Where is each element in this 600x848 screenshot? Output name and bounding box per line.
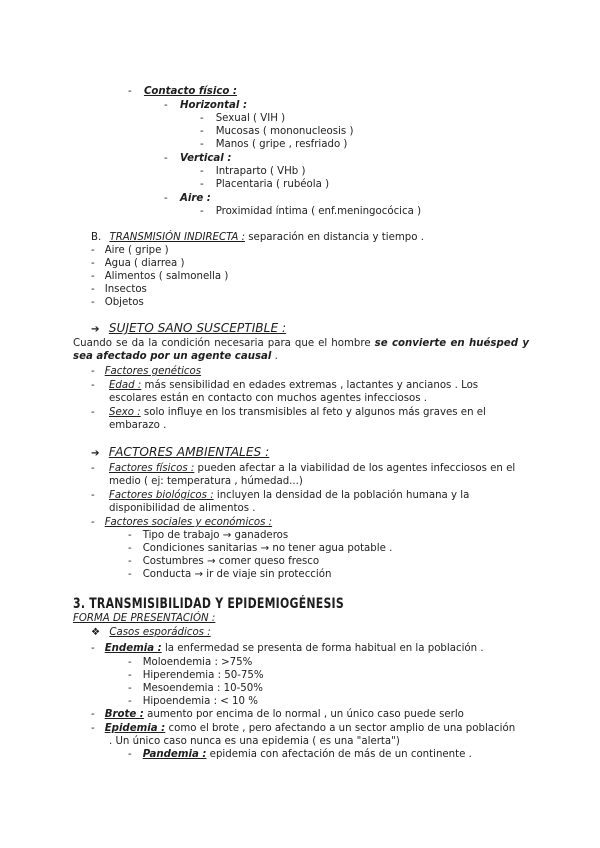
list-item: - Intraparto ( VHb ) [200,166,306,177]
contacto-item [128,85,237,98]
sujeto-title: SUJETO SANO SUSCEPTIBLE : [108,321,287,335]
list-item: - Agua ( diarrea ) [91,258,185,269]
section-heading: 3. TRANSMISIBILIDAD Y EPIDEMIOGÉNESIS [73,596,344,612]
list-item: - Factores genéticos [91,366,202,377]
list-item: - Costumbres → comer queso fresco [128,556,320,567]
geneticos-label: Factores genéticos [104,366,202,377]
sexo-text: Sexo : solo influye en los transmisibles al feto y algunos más graves en el embarazo . [109,407,486,432]
list-item: - Conducta → ir de viaje sin protección [128,569,332,580]
aire-item: - Aire : [164,193,211,204]
endemia-item: - Endemia : la enfermedad se presenta de forma habitual en la población . [91,643,484,654]
list-item: - Objetos [91,297,144,308]
list-item: - Hipoendemia : < 10 % [128,696,258,707]
horizontal-item [164,99,247,112]
bullet-dash: - [164,100,168,111]
diamond-bullet-icon: ❖ [91,627,101,638]
list-item: - Proximidad íntima ( enf.meningocócica ) [200,206,422,217]
list-item: - Tipo de trabajo → ganaderos [128,530,289,541]
brote-item: - Brote : aumento por encima de lo normal , un único caso puede serlo [91,709,464,720]
aire-label: Aire : [179,193,211,204]
ambientales-heading [91,444,269,462]
indirecta-title: TRANSMISIÓN INDIRECTA : [109,232,246,243]
horizontal-label: Horizontal : [179,100,248,111]
epidemia-item: - Epidemia : como el brote , pero afectando a un sector amplio de una población [91,723,516,734]
indirecta-desc: separación en distancia y tiempo . [245,232,424,243]
list-item: - [91,463,95,474]
list-item: - Aire ( gripe ) [91,245,169,256]
list-item: - Moloendemia : >75% [128,657,253,668]
biologicos-text: Factores biológicos : incluyen la densidad de la población humana y la disponibilidad de alimentos . [109,490,470,515]
list-item: - [91,407,95,418]
vertical-item: - Vertical : [164,153,232,164]
vertical-label: Vertical : [179,153,232,164]
contacto-label: Contacto físico : [143,86,238,97]
sujeto-heading [91,320,286,338]
ambientales-title: FACTORES AMBIENTALES : [108,445,270,459]
list-item: - Hiperendemia : 50-75% [128,670,264,681]
casos-item: ❖ Casos esporádicos : [91,627,211,638]
fisicos-text: Factores físicos : pueden afectar a la viabilidad de los agentes infecciosos en el medio ( ej: temperatura , húmedad...) [109,463,516,488]
list-item: - Condiciones sanitarias → no tener agua potable . [128,543,393,554]
pandemia-item: - Pandemia : epidemia con afectación de más de un continente . [128,749,472,760]
list-item: - Placentaria ( rubéola ) [200,179,330,190]
epidemia-cont: . Un único caso nunca es una epidemia ( es una "alerta") [109,736,400,747]
list-item: - Manos ( gripe , resfriado ) [200,139,348,150]
sujeto-intro: Cuando se da la condición necesaria para que el hombre se convierte en huésped y sea afectado por un agente causal . [73,338,529,363]
forma-label: FORMA DE PRESENTACIÓN : [73,613,216,624]
arrow-right-icon: ➔ [91,324,100,335]
indirecta-heading: B. TRANSMISIÓN INDIRECTA : separación en distancia y tiempo . [91,232,424,243]
sociales-label: Factores sociales y económicos : [104,517,273,528]
list-item: - [91,380,95,391]
list-item: - Insectos [91,284,147,295]
list-item: - Factores sociales y económicos : [91,517,273,528]
list-item: - Alimentos ( salmonella ) [91,271,229,282]
list-item: - [91,490,95,501]
list-item: - Sexual ( VIH ) [200,113,286,124]
list-item: - Mesoendemia : 10-50% [128,683,263,694]
list-item: - Mucosas ( mononucleosis ) [200,126,354,137]
edad-text: Edad : más sensibilidad en edades extremas , lactantes y ancianos . Los escolares están en contacto con muchos agentes infecciosos . [109,380,479,405]
bullet-dash: - [128,86,132,97]
arrow-right-icon: ➔ [91,448,100,459]
